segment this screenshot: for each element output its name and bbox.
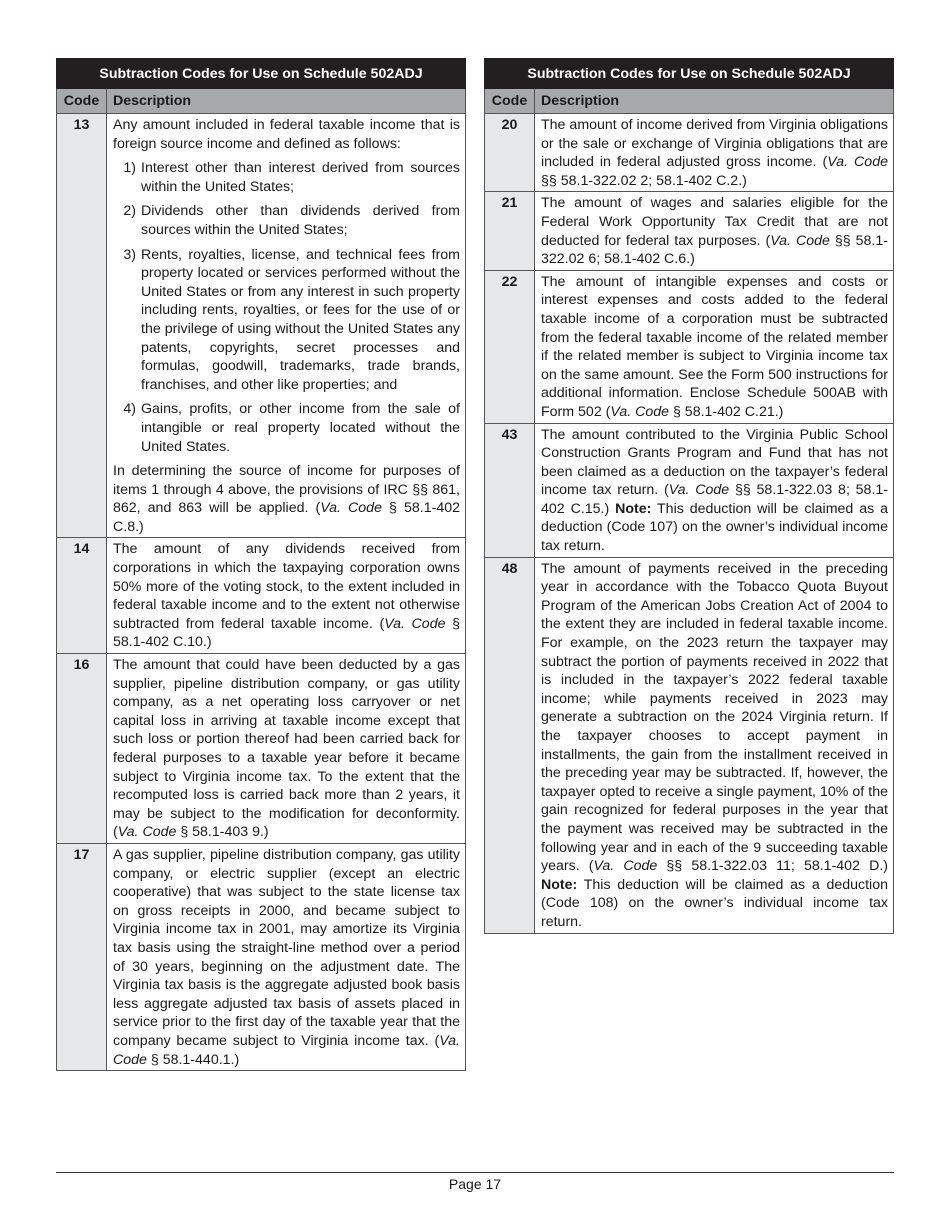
table-row (485, 557, 894, 933)
table-row (485, 114, 894, 192)
code-cell: 43 (485, 423, 535, 557)
code-column-header: Code (485, 89, 535, 114)
description-cell: The amount of income derived from Virginia obligations or the sale or exchange of Virginia obligations that are included in federal adjusted gross income. (Va. Code §§ 58.1-322.02 2; 58.1-402 C.2.) (535, 114, 894, 192)
right-column (484, 58, 894, 934)
description-cell: The amount of any dividends received from corporations in which the taxpaying corporation owns 50% more of the voting stock, to the extent included in federal taxable income and to the extent not otherwise subtracted from federal taxable income. (Va. Code § 58.1-402 C.10.) (107, 538, 466, 654)
table-row (57, 538, 466, 654)
list-item: 1) Interest other than interest derived from sources within the United States; (123, 160, 460, 195)
table-row (57, 114, 466, 538)
description-cell: A gas supplier, pipeline distribution company, gas utility company, or electric supplier (except an electric cooperative) that was subject to the state license tax on gross receipts in 2000, and became subject to Virginia income tax in 2001, may amortize its Virginia tax basis using the straight-line method over a period of 30 years, beginning on the adjustment date. The Virginia tax basis is the aggregate adjusted book basis less aggregate adjusted tax basis of assets placed in service prior to the first day of the taxable year that the company became subject to Virginia income tax. (Va. Code § 58.1-440.1.) (107, 843, 466, 1070)
code-column-header: Code (57, 89, 107, 114)
code-cell: 13 (57, 114, 107, 538)
table-row (57, 843, 466, 1070)
table-row (485, 270, 894, 423)
foreign-income-list (113, 159, 460, 456)
code-cell: 22 (485, 270, 535, 423)
left-column (56, 58, 466, 1071)
table-row (485, 192, 894, 270)
code-cell: 48 (485, 557, 535, 933)
table-title: Subtraction Codes for Use on Schedule 502ADJ (485, 59, 894, 89)
description-column-header: Description (107, 89, 466, 114)
list-item: 3) Rents, royalties, license, and technical fees from property located or services performed without the United States or from any interest in such property including rents, royalties, or fees for the use of or the privilege of using without the United States any patents, copyrights, secret processes and formulas, goodwill, trademarks, trade brands, franchises, and other like properties; and (123, 246, 460, 393)
code-cell: 21 (485, 192, 535, 270)
row-intro: Any amount included in federal taxable income that is foreign source income and defined as follows: (113, 117, 460, 152)
description-cell: The amount of wages and salaries eligible for the Federal Work Opportunity Tax Credit that are not deducted for federal tax purposes. (Va. Code §§ 58.1-322.02 6; 58.1-402 C.6.) (535, 192, 894, 270)
code-cell: 14 (57, 538, 107, 654)
row-closing: In determining the source of income for purposes of items 1 through 4 above, the provisions of IRC §§ 861, 862, and 863 will be applied. (Va. Code § 58.1-402 C.8.) (113, 463, 460, 535)
description-column-header: Description (535, 89, 894, 114)
list-item: 4) Gains, profits, or other income from the sale of intangible or real property located without the United States. (123, 401, 460, 455)
code-cell: 16 (57, 654, 107, 844)
subtraction-codes-table-right (484, 58, 894, 934)
description-cell: The amount that could have been deducted by a gas supplier, pipeline distribution company, or gas utility company, as a net operating loss carryover or net capital loss in arriving at taxable income except that such loss or portion thereof had been carried back for federal purposes to a taxable year before it became subject to Virginia income tax. To the extent that the recomputed loss is carried back more than 2 years, it may be subject to the modification for deconformity. (Va. Code § 58.1-403 9.) (107, 654, 466, 844)
footer-divider (56, 1172, 894, 1173)
code-cell: 20 (485, 114, 535, 192)
list-item: 2) Dividends other than dividends derived from sources within the United States; (123, 203, 460, 238)
description-cell: The amount of intangible expenses and costs or interest expenses and costs added to the federal taxable income of a corporation must be subtracted from the federal taxable income of the related member if the related member is subject to Virginia income tax on the same amount. See the Form 500 instructions for additional information. Enclose Schedule 500AB with Form 502 (Va. Code § 58.1-402 C.21.) (535, 270, 894, 423)
table-row (485, 423, 894, 557)
table-row (57, 654, 466, 844)
code-cell: 17 (57, 843, 107, 1070)
subtraction-codes-table-left (56, 58, 466, 1071)
table-title: Subtraction Codes for Use on Schedule 502ADJ (57, 59, 466, 89)
description-cell: The amount of payments received in the preceding year in accordance with the Tobacco Quota Buyout Program of the American Jobs Creation Act of 2004 to the extent they are included in federal taxable income. For example, on the 2023 return the taxpayer may subtract the portion of payments received in 2022 that is included in the taxpayer’s 2022 federal taxable income; while payments received in 2023 may generate a subtraction on the 2024 Virginia return. If the taxpayer chooses to accept payment in installments, the gain from the installment received in the preceding year may be subtracted. If, however, the taxpayer opted to receive a single payment, 10% of the gain recognized for federal purposes in the year that the payment was received may be subtracted in the following year and in each of the 9 succeeding taxable years. (Va. Code §§ 58.1-322.03 11; 58.1-402 D.) Note: This deduction will be claimed as a deduction (Code 108) on the owner’s individual income tax return. (535, 557, 894, 933)
description-cell (107, 114, 466, 538)
page-number: Page 17 (448, 1176, 502, 1192)
description-cell: The amount contributed to the Virginia Public School Construction Grants Program and Fund that has not been claimed as a deduction on the taxpayer’s federal income tax return. (Va. Code §§ 58.1-322.03 8; 58.1-402 C.15.) Note: This deduction will be claimed as a deduction (Code 107) on the owner’s individual income tax return. (535, 423, 894, 557)
